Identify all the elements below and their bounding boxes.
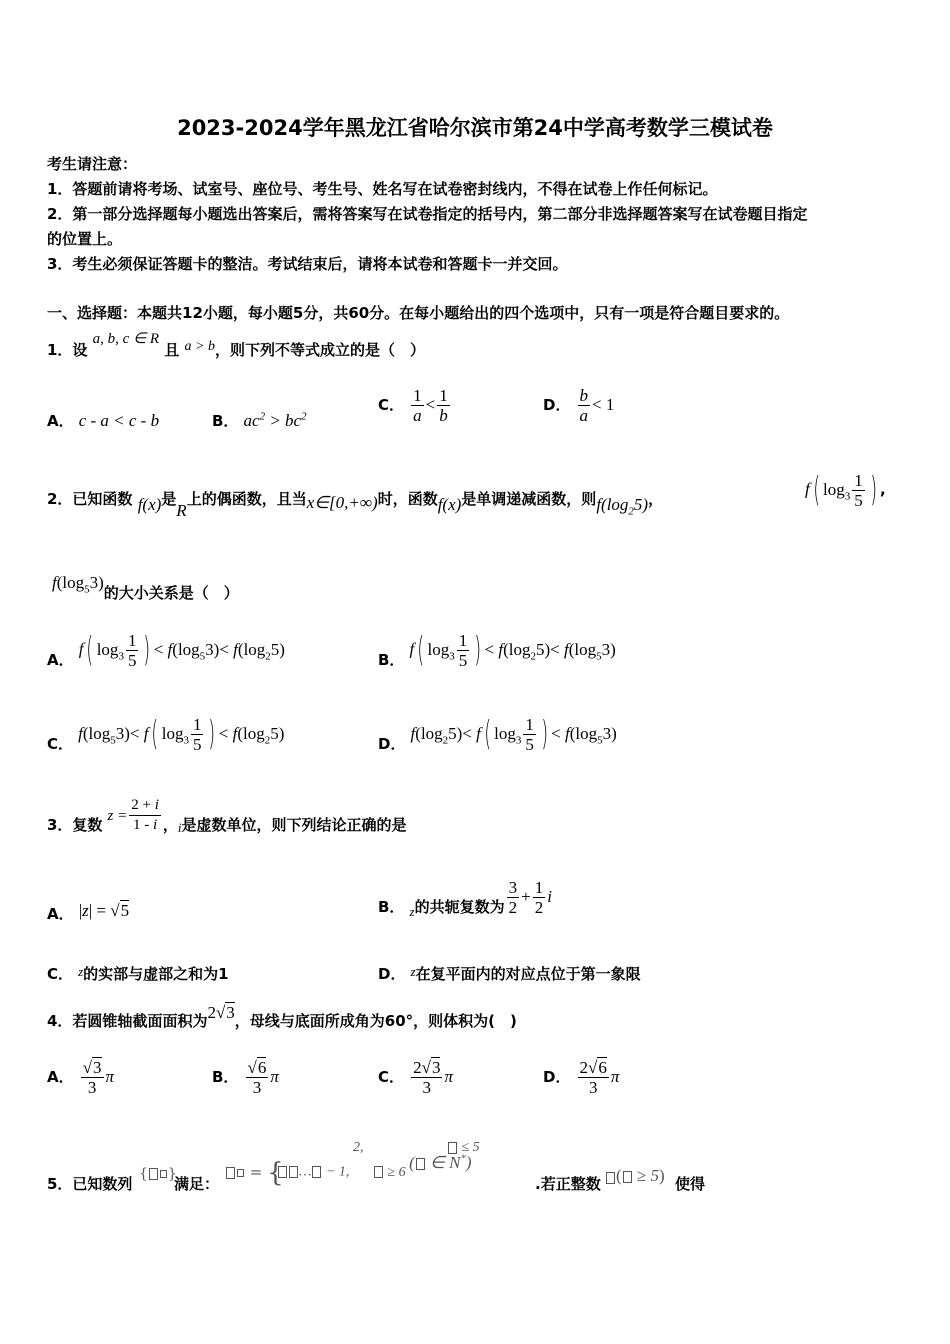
q1-option-a[interactable]: A． c - a < c - b — [47, 411, 160, 430]
q3-option-c[interactable]: C． z的实部与虚部之和为1 — [47, 964, 229, 983]
q1-option-d[interactable]: D． $\frac{b}{a}$ < 1 — [543, 386, 615, 425]
q4-option-a[interactable]: A． $\frac{√3}{3}$ π — [47, 1058, 115, 1097]
q4-stem: 4．若圆锥轴截面面积为2√3，母线与底面所成角为60°，则体积为( ) — [47, 1003, 517, 1030]
notice-item: 2．第一部分选择题每小题选出答案后，需将答案写在试卷指定的括号内，第二部分非选择题答案写在试卷题目指定 — [47, 205, 808, 223]
notice-heading: 考生请注意： — [47, 155, 138, 173]
q4-option-d[interactable]: D． $\frac{2√6}{3}$ π — [543, 1058, 620, 1097]
page-title: 2023-2024学年黑龙江省哈尔滨市第24中学高考数学三模试卷 — [177, 116, 773, 140]
q1-option-b[interactable]: B． $ac^2 > bc^2$ — [212, 410, 307, 430]
q3-option-d[interactable]: D． z在复平面内的对应点位于第一象限 — [378, 964, 641, 983]
q1-option-c[interactable]: C． $\frac{1}{a}$ < $\frac{1}{b}$ — [378, 386, 448, 425]
q3-stem: 3．复数 z = $\frac{2 + i}{1 - i}$ ，$_i$是虚数单位，则下列结论正确的是 — [47, 797, 407, 835]
q4-option-c[interactable]: C． $\frac{2√3}{3}$ π — [378, 1058, 453, 1097]
notice-item: 1．答题前请将考场、试室号、座位号、考生号、姓名写在试卷密封线内，不得在试卷上作任何标记。 — [47, 180, 718, 198]
q1-stem: 1．设 a, b, c ∈ R 且 a > b，则下列不等式成立的是（ ） — [47, 331, 426, 359]
q2-stem-cont: $f(\log_53)$的大小关系是（ ） — [52, 573, 239, 602]
n-condition: ( ≥ 5) — [605, 1166, 665, 1186]
notice-item: 3．考生必须保证答题卡的整洁。考试结束后，请将本试卷和答题卡一并交回。 — [47, 255, 568, 273]
piecewise-formula: = { — [225, 1154, 284, 1184]
sequence-symbol: { } — [139, 1166, 177, 1182]
q2-expr-log3: f( $\log_3$ $\frac{1}{5}$ ) , — [805, 470, 886, 510]
q5-stem: 5．已知数列 { } 满足： = { 2, ≤ 5 … − 1, ≥ 6 ( ∈ N*) .若正整数 ( ≥ 5) 使得 — [47, 1140, 706, 1193]
q2-option-d[interactable]: D． $f(\log_25)< f$( $\log_3$ $\frac{1}{5}$ ) < $f(\log_53)$ — [378, 714, 617, 754]
piecewise-case-1: 2, ≤ 5 — [353, 1140, 480, 1155]
section-heading: 一、选择题：本题共12小题，每小题5分，共60分。在每小题给出的四个选项中，只有一项是符合题目要求的。 — [47, 304, 790, 322]
q2-stem: 2．已知函数 f(x)是R上的偶函数，且当x∈[0,+∞)时，函数f(x)是单调递减函数，则$f(\log_25)$， — [47, 490, 664, 520]
q2-option-a[interactable]: A． f( $\log_3$ $\frac{1}{5}$ ) < $f(\log_53)< f(\log_25)$ — [47, 630, 285, 670]
q2-option-b[interactable]: B． f( $\log_3$ $\frac{1}{5}$ ) < $f(\log_25)< f(\log_53)$ — [378, 630, 616, 670]
q3-option-a[interactable]: A． |z| = √5 — [47, 901, 130, 923]
notice-item: 的位置上。 — [47, 230, 123, 248]
q2-option-c[interactable]: C． $f(\log_53)< f$( $\log_3$ $\frac{1}{5}$ ) < $f(\log_25)$ — [47, 714, 285, 754]
q3-option-b[interactable]: B． $_z$的共轭复数为 $\frac{3}{2}$ + $\frac{1}{2}$ i — [378, 878, 552, 919]
piecewise-case-2: … − 1, ≥ 6 ( ∈ N*) — [277, 1160, 472, 1181]
q4-option-b[interactable]: B． $\frac{√6}{3}$ π — [212, 1058, 279, 1097]
